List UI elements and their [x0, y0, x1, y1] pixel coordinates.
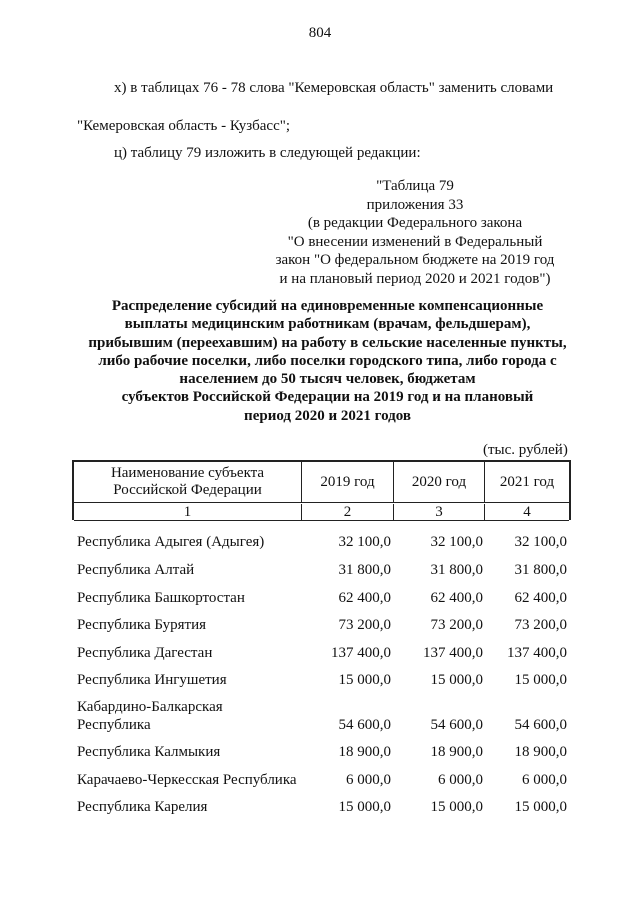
table-title-line: выплаты медицинским работникам (врачам, фельдшерам),	[124, 316, 531, 333]
table-row	[77, 698, 571, 734]
table-row	[77, 644, 571, 662]
table-title-line: период 2020 и 2021 годов	[244, 407, 411, 424]
table-row	[77, 771, 571, 789]
table-row	[77, 533, 571, 551]
appendix-header-line: закон "О федеральном бюджете на 2019 год	[275, 252, 555, 268]
row-value-2020: 137 400,0	[423, 645, 483, 661]
appendix-header-line: и на плановый период 2020 и 2021 годов")	[279, 270, 551, 287]
row-value-2021: 32 100,0	[514, 534, 567, 550]
row-subject-name: Республика Бурятия	[77, 617, 207, 633]
row-value-2019: 15 000,0	[338, 799, 391, 815]
row-value-2020: 32 100,0	[430, 534, 483, 550]
units-label: (тыс. рублей)	[483, 442, 568, 458]
page-number: 804	[308, 25, 332, 41]
table-row	[77, 616, 571, 634]
row-value-2019: 6 000,0	[346, 772, 391, 788]
header-subject-name: Наименование субъекта Российской Федерации	[74, 462, 302, 502]
row-value-2020: 18 900,0	[430, 744, 483, 760]
row-value-2020: 54 600,0	[430, 717, 483, 733]
appendix-header-line: приложения 33	[366, 196, 464, 213]
row-value-2019: 54 600,0	[338, 717, 391, 733]
appendix-header	[250, 177, 580, 288]
table-title-line: прибывшим (переехавшим) на работу в сельские населенные пункты,	[88, 334, 567, 351]
table-title-line: населением до 50 тысяч человек, бюджетам	[179, 371, 476, 388]
table-row	[77, 798, 571, 816]
row-value-2019: 15 000,0	[338, 672, 391, 688]
row-value-2021: 73 200,0	[514, 617, 567, 633]
row-subject-name: Республика Дагестан	[77, 645, 213, 661]
row-value-2021: 15 000,0	[514, 672, 567, 688]
appendix-header-line: (в редакции Федерального закона	[307, 215, 523, 231]
table-title-line: Распределение субсидий на единовременные компенсационные	[111, 298, 544, 314]
row-subject-name: Республика Карелия	[77, 799, 208, 815]
row-value-2020: 15 000,0	[430, 799, 483, 815]
amendment-paragraph-x: х) в таблицах 76 - 78 слова "Кемеровская область" заменить словами	[114, 80, 554, 96]
row-value-2021: 6 000,0	[522, 772, 567, 788]
row-subject-name: Республика Ингушетия	[77, 672, 227, 688]
amendment-paragraph-ts: ц) таблицу 79 изложить в следующей редакции:	[114, 145, 421, 161]
row-subject-name: Кабардино-Балкарская Республика	[77, 699, 223, 733]
row-value-2021: 54 600,0	[514, 717, 567, 733]
row-subject-name: Республика Адыгея (Адыгея)	[77, 534, 265, 550]
amendment-paragraph-x-continuation: "Кемеровская область - Кузбасс";	[77, 118, 291, 134]
row-value-2021: 15 000,0	[514, 799, 567, 815]
column-number-2: 2	[302, 504, 394, 520]
header-2019: 2019 год	[302, 462, 394, 502]
table-row	[77, 561, 571, 579]
table-title-line: субъектов Российской Федерации на 2019 год и на плановый	[121, 389, 534, 406]
row-subject-name: Республика Алтай	[77, 562, 195, 578]
row-value-2020: 6 000,0	[438, 772, 483, 788]
row-value-2019: 18 900,0	[338, 744, 391, 760]
row-value-2019: 31 800,0	[338, 562, 391, 578]
header-bottom-border	[74, 520, 569, 521]
row-value-2020: 15 000,0	[430, 672, 483, 688]
row-value-2019: 62 400,0	[338, 590, 391, 606]
appendix-header-line: "О внесении изменений в Федеральный	[287, 233, 543, 250]
column-number-1: 1	[74, 504, 302, 520]
table-row	[77, 671, 571, 689]
row-value-2020: 62 400,0	[430, 590, 483, 606]
header-2021: 2021 год	[499, 473, 555, 490]
row-value-2021: 137 400,0	[507, 645, 567, 661]
row-value-2021: 31 800,0	[514, 562, 567, 578]
row-value-2021: 62 400,0	[514, 590, 567, 606]
table-title-line: либо рабочие поселки, либо поселки городского типа, либо города с	[98, 352, 557, 369]
row-subject-name: Республика Башкортостан	[77, 590, 245, 606]
appendix-header-line: "Таблица 79	[376, 178, 454, 194]
table-header	[72, 460, 571, 520]
table-title	[70, 297, 585, 425]
column-number-3: 3	[394, 504, 485, 520]
header-2020: 2020 год	[394, 462, 485, 502]
table-row	[77, 743, 571, 761]
row-value-2019: 73 200,0	[338, 617, 391, 633]
header-divider	[74, 502, 569, 503]
row-subject-name: Карачаево-Черкесская Республика	[77, 772, 297, 788]
table-row	[77, 589, 571, 607]
row-value-2020: 73 200,0	[430, 617, 483, 633]
row-value-2019: 32 100,0	[338, 534, 391, 550]
row-subject-name: Республика Калмыкия	[77, 744, 221, 760]
column-number-4: 4	[523, 504, 531, 520]
row-value-2021: 18 900,0	[514, 744, 567, 760]
row-value-2019: 137 400,0	[331, 645, 391, 661]
row-value-2020: 31 800,0	[430, 562, 483, 578]
